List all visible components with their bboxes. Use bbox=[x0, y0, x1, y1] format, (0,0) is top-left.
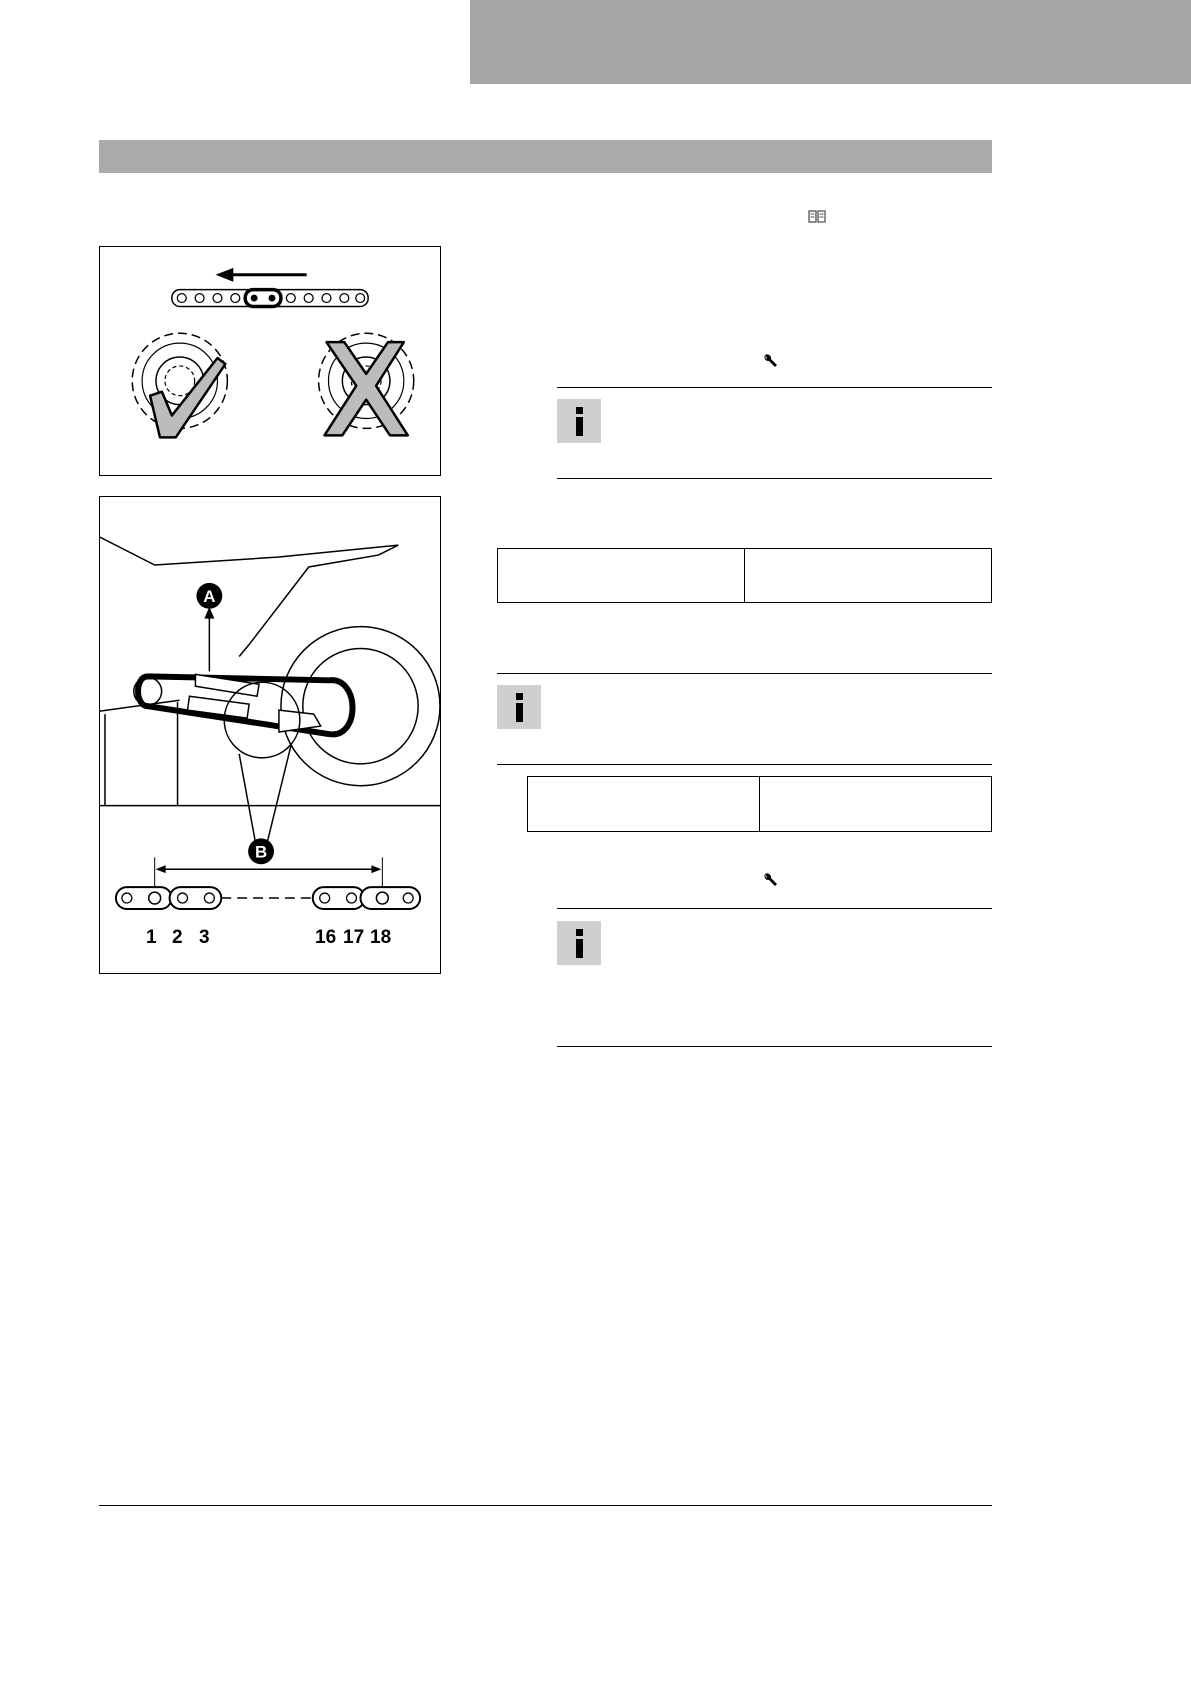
chain-link-number: 2 bbox=[172, 927, 183, 948]
svg-text:A: A bbox=[203, 586, 216, 606]
header-banner bbox=[470, 0, 1191, 84]
spec-table bbox=[527, 776, 992, 832]
svg-text:B: B bbox=[254, 842, 268, 862]
info-top-rule bbox=[557, 908, 992, 909]
spec-value-cell bbox=[759, 777, 991, 831]
info-icon bbox=[497, 685, 541, 729]
sprocket-check-figure bbox=[99, 246, 441, 476]
info-bottom-rule bbox=[557, 1046, 992, 1047]
measured-chain bbox=[116, 887, 420, 909]
spec-label-cell bbox=[498, 549, 744, 602]
section-title-bar bbox=[99, 140, 992, 173]
info-icon bbox=[557, 399, 601, 443]
spec-value-cell bbox=[744, 549, 991, 602]
arrow-left-icon bbox=[215, 268, 306, 282]
chain-illustration bbox=[172, 290, 368, 307]
chain-measure-figure bbox=[99, 496, 441, 974]
label-a bbox=[196, 583, 222, 609]
chain-link-number: 17 bbox=[343, 927, 365, 948]
wrench-icon bbox=[762, 871, 780, 889]
chain-link-number: 1 bbox=[146, 927, 157, 948]
wrench-icon bbox=[762, 352, 780, 370]
chain-link-number: 18 bbox=[370, 927, 392, 948]
chain-link-number: 3 bbox=[199, 927, 210, 948]
spec-table bbox=[497, 548, 992, 603]
swingarm-illustration bbox=[100, 537, 440, 851]
info-bottom-rule bbox=[557, 478, 992, 479]
info-bottom-rule bbox=[497, 764, 992, 765]
info-top-rule bbox=[497, 673, 992, 674]
chain-link-number: 16 bbox=[315, 927, 337, 948]
footer-rule bbox=[99, 1505, 992, 1506]
info-top-rule bbox=[557, 387, 992, 388]
manual-icon bbox=[808, 209, 826, 225]
info-icon bbox=[557, 921, 601, 965]
label-b bbox=[248, 838, 274, 864]
spec-label-cell bbox=[528, 777, 759, 831]
